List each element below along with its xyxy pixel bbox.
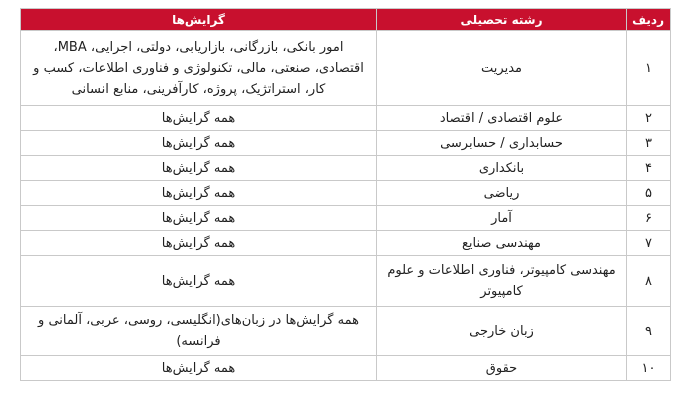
row-number: ۱ bbox=[627, 31, 671, 106]
specializations: همه گرایش‌ها bbox=[21, 131, 377, 156]
row-number: ۲ bbox=[627, 106, 671, 131]
table-row bbox=[21, 206, 671, 231]
fields-table-container bbox=[20, 8, 670, 381]
specializations: همه گرایش‌ها در زبان‌های(انگلیسی، روسی، عربی، آلمانی و فرانسه) bbox=[21, 307, 377, 356]
row-number: ۷ bbox=[627, 231, 671, 256]
table-row bbox=[21, 131, 671, 156]
field-of-study: ریاضی bbox=[377, 181, 627, 206]
row-number: ۴ bbox=[627, 156, 671, 181]
table-row bbox=[21, 256, 671, 307]
specializations: همه گرایش‌ها bbox=[21, 256, 377, 307]
field-of-study: علوم اقتصادی / اقتصاد bbox=[377, 106, 627, 131]
table-row bbox=[21, 181, 671, 206]
field-of-study: حقوق bbox=[377, 356, 627, 381]
field-of-study: مدیریت bbox=[377, 31, 627, 106]
table-row bbox=[21, 106, 671, 131]
table-row bbox=[21, 231, 671, 256]
field-of-study: آمار bbox=[377, 206, 627, 231]
specializations: همه گرایش‌ها bbox=[21, 156, 377, 181]
table-row bbox=[21, 31, 671, 106]
table-row bbox=[21, 356, 671, 381]
field-of-study: مهندسی صنایع bbox=[377, 231, 627, 256]
table-row bbox=[21, 156, 671, 181]
table-row bbox=[21, 307, 671, 356]
table-header-row bbox=[21, 9, 671, 31]
specializations: همه گرایش‌ها bbox=[21, 181, 377, 206]
row-number: ۳ bbox=[627, 131, 671, 156]
specializations: امور بانکی، بازرگانی، بازاریابی، دولتی، اجرایی، MBA، اقتصادی، صنعتی، مالی، تکنولوژی و فناوری اطلاعات، کسب و کار، استراتژیک، پروژه، کارآفرینی، منابع انسانی bbox=[21, 31, 377, 106]
header-field-of-study: رشته تحصیلی bbox=[377, 9, 627, 31]
row-number: ۱۰ bbox=[627, 356, 671, 381]
row-number: ۶ bbox=[627, 206, 671, 231]
header-specializations: گرایش‌ها bbox=[21, 9, 377, 31]
specializations: همه گرایش‌ها bbox=[21, 356, 377, 381]
row-number: ۹ bbox=[627, 307, 671, 356]
field-of-study: مهندسی کامپیوتر، فناوری اطلاعات و علوم کامپیوتر bbox=[377, 256, 627, 307]
field-of-study: بانکداری bbox=[377, 156, 627, 181]
header-row-number: ردیف bbox=[627, 9, 671, 31]
row-number: ۵ bbox=[627, 181, 671, 206]
field-of-study: حسابداری / حسابرسی bbox=[377, 131, 627, 156]
row-number: ۸ bbox=[627, 256, 671, 307]
field-of-study: زبان خارجی bbox=[377, 307, 627, 356]
specializations: همه گرایش‌ها bbox=[21, 106, 377, 131]
specializations: همه گرایش‌ها bbox=[21, 231, 377, 256]
fields-table bbox=[20, 8, 671, 381]
specializations: همه گرایش‌ها bbox=[21, 206, 377, 231]
